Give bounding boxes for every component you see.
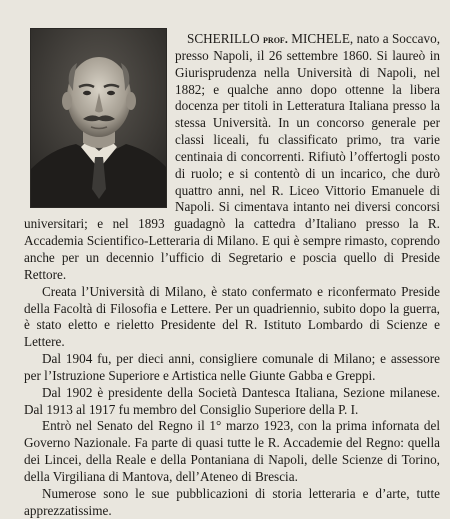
- bio-paragraph-4: Dal 1902 è presidente della Società Dantesca Italiana, Sezione milanese. Dal 1913 al 1917 fu membro del Consiglio Superiore della P. I.: [24, 384, 440, 417]
- academic-title: prof.: [263, 32, 288, 46]
- bio-paragraph-2: Creata l’Università di Milano, è stato confermato e riconfermato Preside della Facoltà di Filosofia e Lettere. Per un quadriennio, subito dopo la guerra, è stato eletto e rieletto Presidente del R. Istituto Lombardo di Scienze e Lettere.: [24, 283, 440, 350]
- portrait-spacer: [24, 31, 175, 214]
- bio-paragraph-1-text: , nato a Soccavo, presso Napoli, il 26 settembre 1860. Si laureò in Giurisprudenza nella Università di Napoli, nel 1882; e qualche anno dopo ottenne la libera docenza per titoli in Letteratura Italiana presso la stessa Università. In un concorso generale per classi liceali, fu classificato primo, tra varie centinaia di concorrenti. Rifiutò l’offertogli posto di ruolo; e si contentò di un incarico, che durò quattro anni, nel R. Liceo Vittorio Emanuele di Napoli. Si cimentava intanto nei diversi concorsi universitari; e nel 1893 guadagnò la cattedra d’Italiano presso la R. Accademia Scientifico-Letteraria di Milano. E qui è sempre rimasto, coprendo anche per un decennio l’ufficio di Segretario e poscia quello di Preside Rettore.: [24, 31, 441, 282]
- given-name: MICHELE: [291, 31, 350, 46]
- bio-paragraph-5: Entrò nel Senato del Regno il 1° marzo 1923, con la prima infornata del Governo Nazionale. Fa parte di quasi tutte le R. Accademie del Regno: quella dei Lincei, della Reale e della Pontaniana di Napoli, delle Scienze di Torino, della Virgiliana di Mantova, dell’Ateneo di Brescia.: [24, 418, 440, 484]
- bio-paragraph-6: Numerose sono le sue pubblicazioni di storia letteraria e d’arte, tutte apprezzatissime.: [24, 485, 440, 518]
- surname: SCHERILLO: [187, 31, 260, 46]
- biography-text: [24, 31, 440, 519]
- bio-paragraph-3: Dal 1904 fu, per dieci anni, consigliere comunale di Milano; e assessore per l’Istruzione Superiore e Artistica nelle Giunte Gabba e Greppi.: [24, 351, 440, 383]
